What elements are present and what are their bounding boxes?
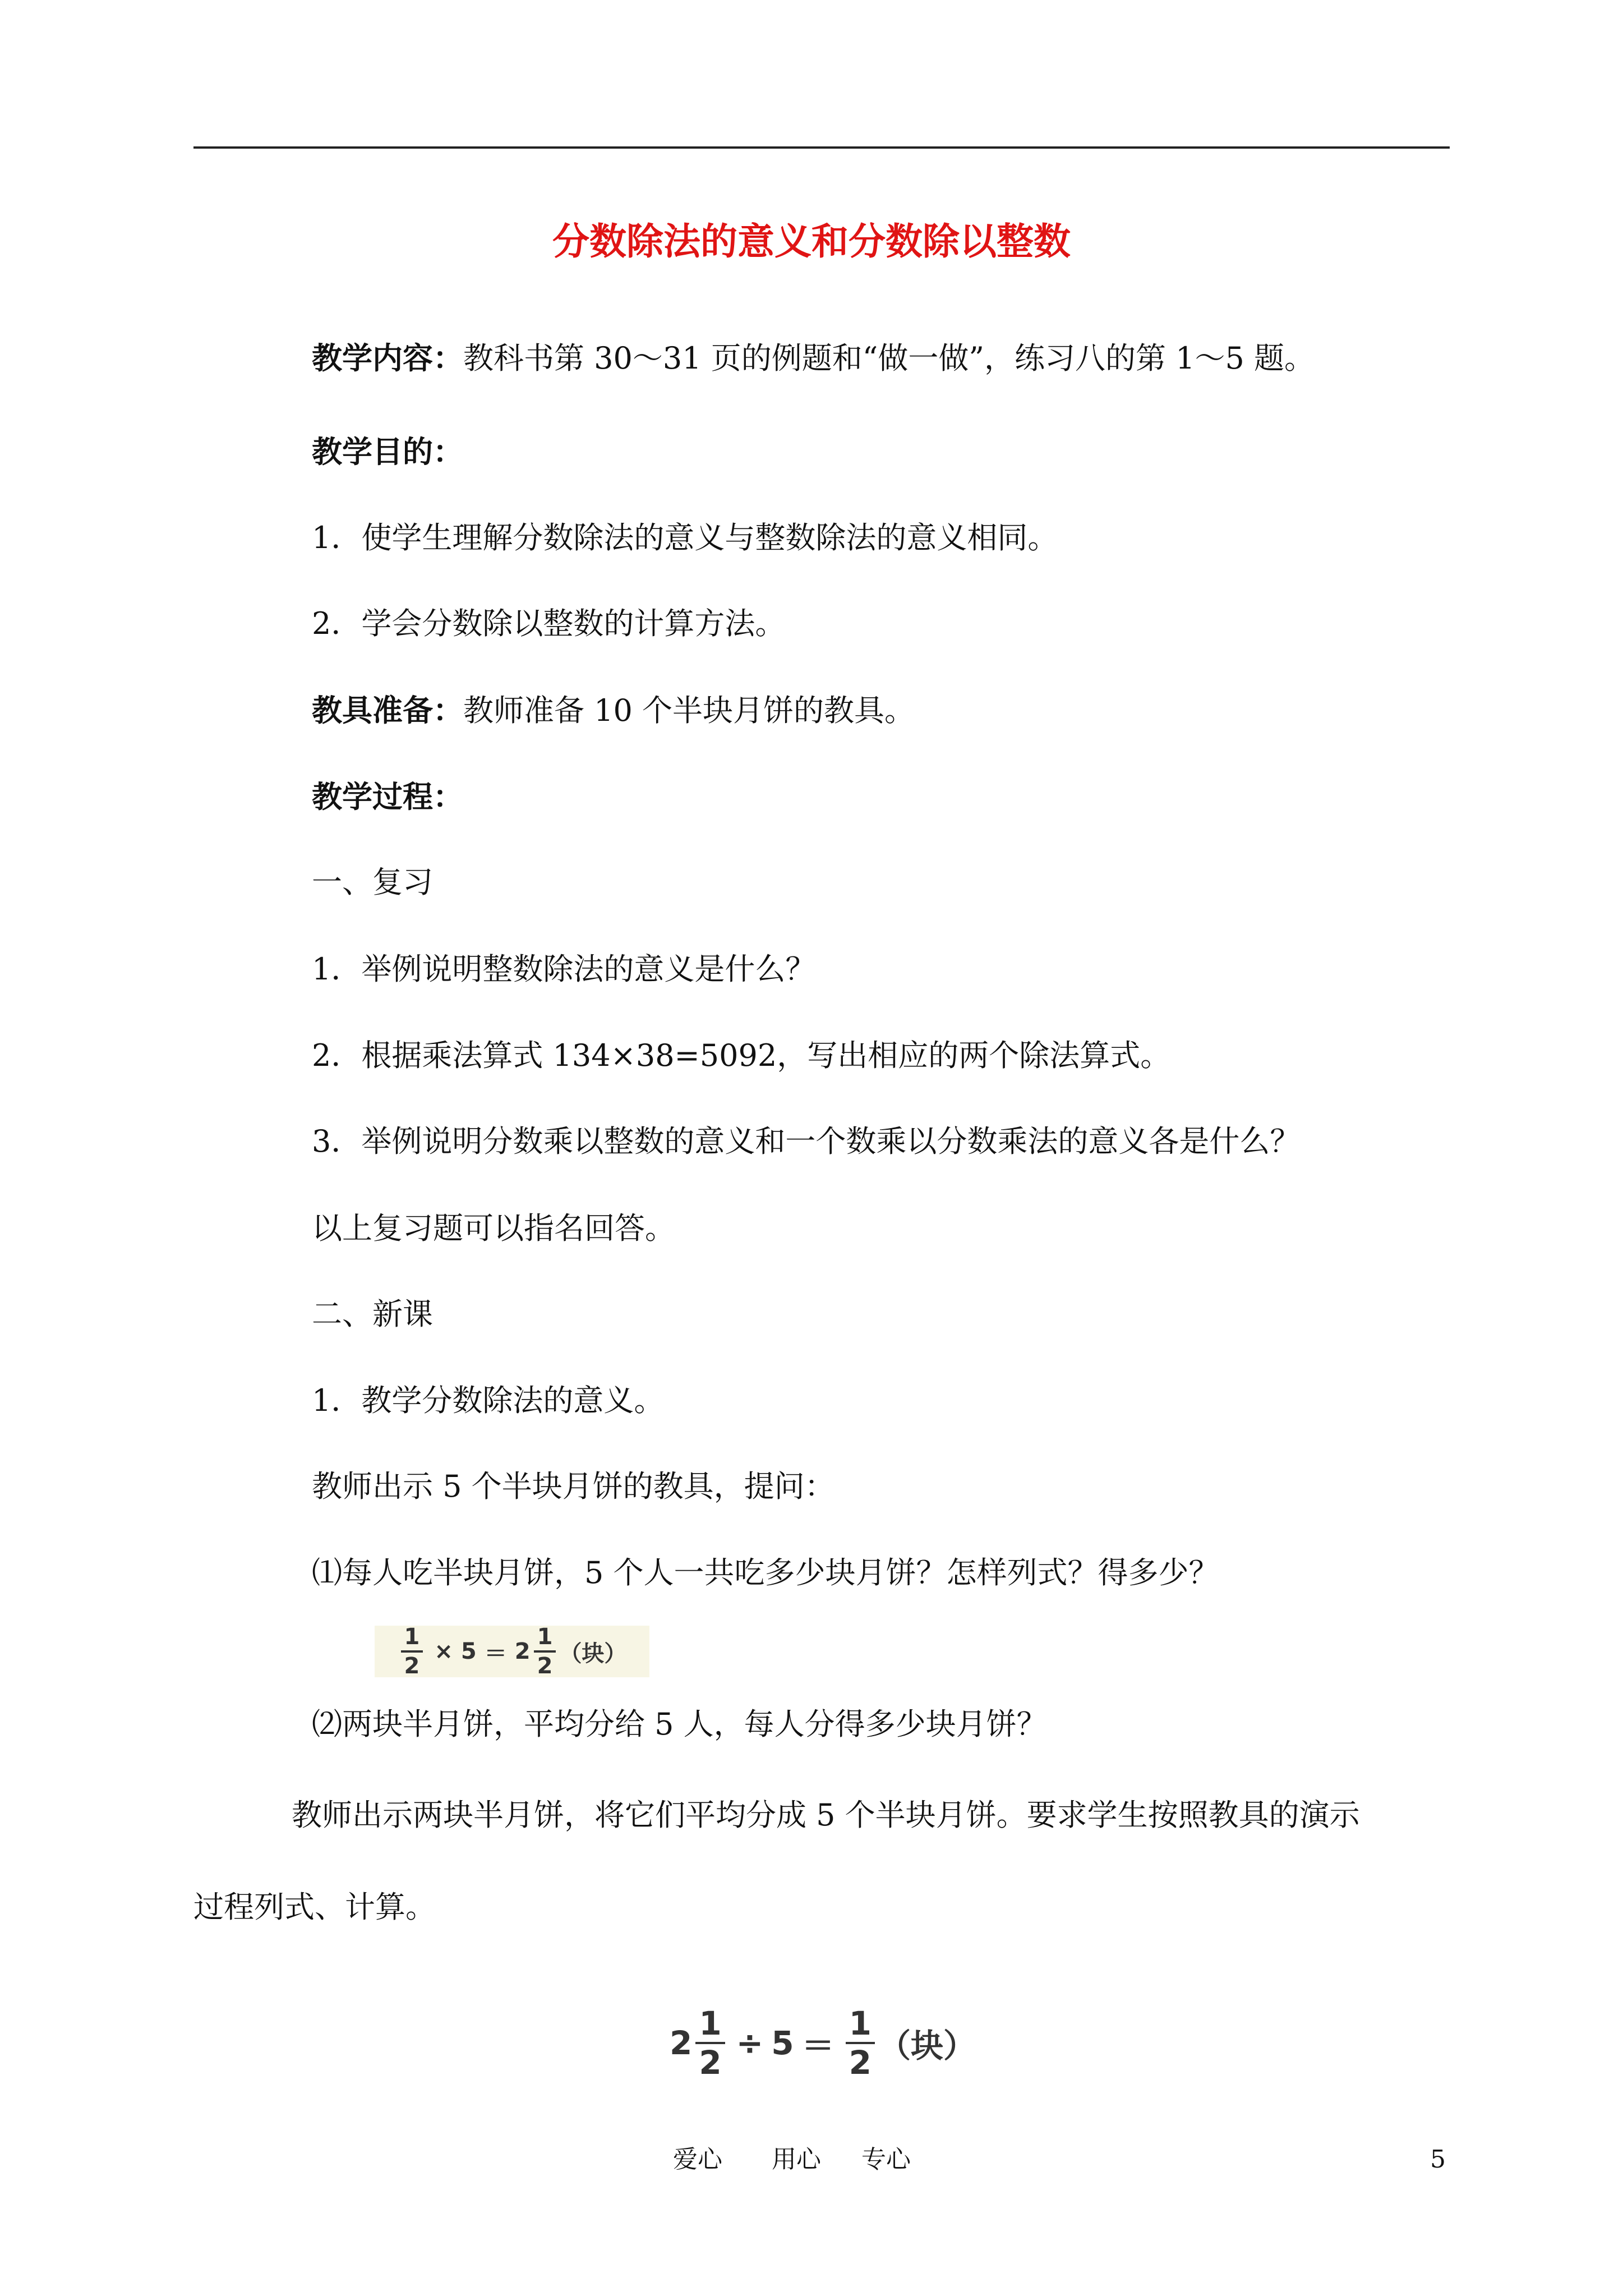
goal-item-1: 1．使学生理解分数除法的意义与整数除法的意义相同。 — [312, 520, 1058, 555]
unit: （块） — [878, 2027, 976, 2065]
question-1: ⑴每人吃半块月饼，5 个人一共吃多少块月饼？怎样列式？得多少？ — [312, 1555, 1219, 1590]
review-item-1: 1．举例说明整数除法的意义是什么？ — [312, 951, 816, 987]
numerator: 1 — [401, 1626, 423, 1653]
content-text: 教科书第 30～31 页的例题和“做一做”，练习八的第 1～5 题。 — [463, 341, 1315, 376]
denominator: 2 — [699, 2044, 722, 2082]
new-item-1: 1．教学分数除法的意义。 — [312, 1383, 665, 1418]
unit: （块） — [559, 1640, 627, 1667]
footer-text-1: 爱心 — [673, 2145, 722, 2174]
question-2: ⑵两块半月饼，平均分给 5 人，每人分得多少块月饼？ — [312, 1706, 1047, 1742]
tools-label: 教具准备： — [312, 692, 463, 728]
teaching-content-line — [312, 335, 1315, 381]
document-title: 分数除法的意义和分数除以整数 — [552, 219, 1071, 263]
fraction — [401, 1626, 423, 1677]
result-fraction — [534, 1626, 556, 1677]
result-fraction — [846, 2004, 875, 2082]
section-review-heading: 一、复习 — [312, 864, 433, 900]
review-item-2: 2．根据乘法算式 134×38=5092，写出相应的两个除法算式。 — [312, 1038, 1171, 1073]
footer-text-2: 用心 — [772, 2145, 821, 2174]
tools-text: 教师准备 10 个半块月饼的教具。 — [463, 693, 915, 728]
operand: 5 — [460, 1639, 477, 1664]
formula-division — [629, 2004, 1016, 2082]
paragraph-line-1: 教师出示两块半月饼，将它们平均分成 5 个半块月饼。要求学生按照教具的演示 — [292, 1797, 1360, 1833]
formula-multiplication — [375, 1626, 649, 1677]
tools-line — [312, 688, 915, 733]
operand: 5 — [771, 2024, 794, 2062]
process-label: 教学过程： — [312, 779, 463, 815]
review-note: 以上复习题可以指名回答。 — [312, 1211, 675, 1246]
divide-sign: ÷ — [736, 2024, 764, 2062]
paragraph-line-2: 过程列式、计算。 — [193, 1889, 436, 1925]
denominator: 2 — [537, 1653, 553, 1679]
whole-part: 2 — [514, 1639, 531, 1664]
denominator: 2 — [404, 1653, 420, 1679]
denominator: 2 — [849, 2044, 872, 2082]
page-number: 5 — [1430, 2145, 1446, 2174]
goal-label: 教学目的： — [312, 434, 463, 470]
content-label: 教学内容： — [312, 340, 463, 376]
numerator: 1 — [534, 1626, 556, 1653]
new-show-text: 教师出示 5 个半块月饼的教具，提问： — [312, 1469, 835, 1504]
footer-text-3: 专心 — [861, 2145, 911, 2174]
goal-item-2: 2．学会分数除以整数的计算方法。 — [312, 606, 786, 641]
whole-part: 2 — [669, 2024, 693, 2062]
equals-sign: ＝ — [801, 2027, 834, 2065]
times-sign: × — [434, 1639, 453, 1664]
numerator: 1 — [695, 2007, 725, 2044]
fraction — [695, 2004, 725, 2082]
numerator: 1 — [846, 2007, 875, 2044]
review-item-3: 3．举例说明分数乘以整数的意义和一个数乘以分数乘法的意义各是什么？ — [312, 1124, 1301, 1159]
equals-sign: ＝ — [484, 1640, 507, 1667]
header-rule — [193, 146, 1450, 149]
section-new-heading: 二、新课 — [312, 1296, 433, 1332]
